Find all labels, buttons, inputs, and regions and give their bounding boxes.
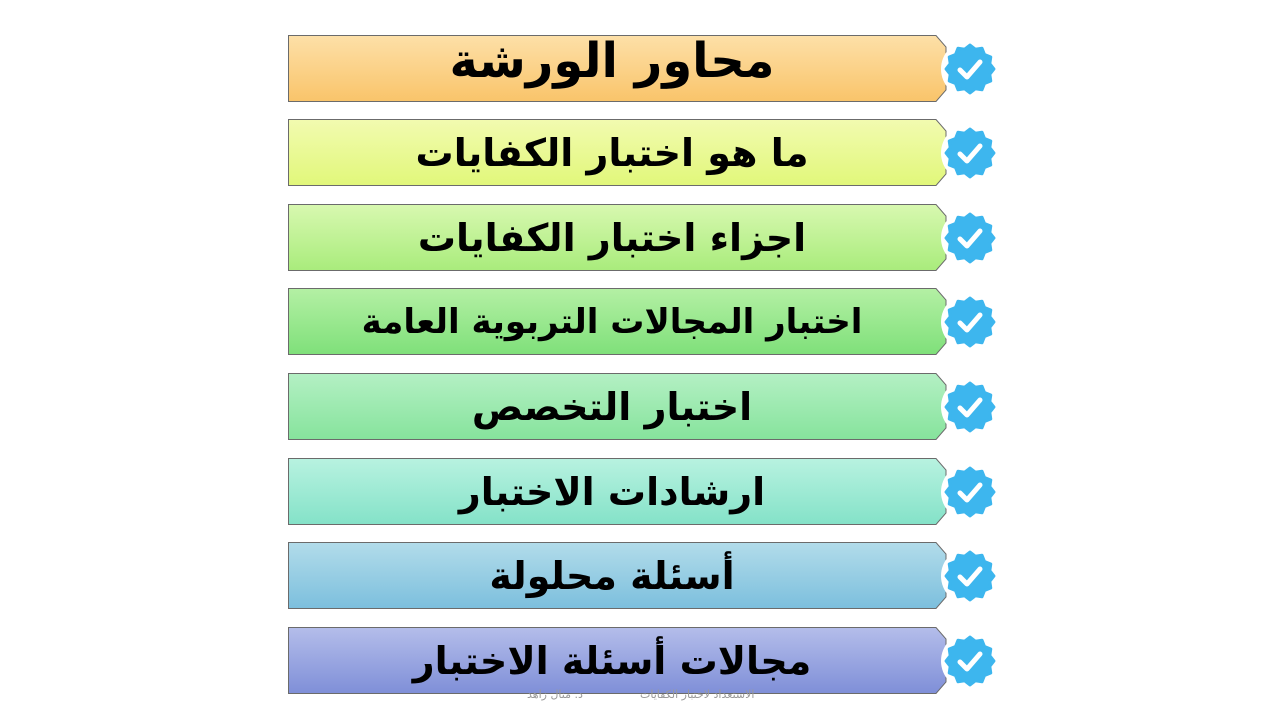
item-general-fields-label: اختبار المجالات التربوية العامة <box>361 301 863 342</box>
item-question-fields-row[interactable] <box>288 627 1000 694</box>
title-workshop-axes-label: محاور الورشة <box>449 33 775 89</box>
item-test-parts-label: اجزاء اختبار الكفايات <box>417 215 807 260</box>
footer-title: الاستعداد لاختبار الكفايات <box>640 688 755 701</box>
item-specialization-row[interactable] <box>288 373 1000 440</box>
verified-check-badge-icon <box>940 631 1000 691</box>
item-specialization-label: اختبار التخصص <box>471 384 753 429</box>
title-workshop-axes-row[interactable] <box>288 35 1000 102</box>
slide-footer <box>0 688 1280 704</box>
verified-check-badge-icon <box>940 208 1000 268</box>
item-general-fields-row[interactable] <box>288 288 1000 355</box>
item-instructions-row[interactable] <box>288 458 1000 525</box>
verified-check-badge-icon <box>940 123 1000 183</box>
verified-check-badge-icon <box>940 377 1000 437</box>
verified-check-badge-icon <box>940 462 1000 522</box>
verified-check-badge-icon <box>940 39 1000 99</box>
verified-check-badge-icon <box>940 292 1000 352</box>
footer-author: د. منال زاهد <box>527 688 583 701</box>
item-solved-questions-label: أسئلة محلولة <box>489 553 735 598</box>
item-question-fields-label: مجالات أسئلة الاختبار <box>412 638 812 683</box>
item-test-parts-row[interactable] <box>288 204 1000 271</box>
item-what-is-test-row[interactable] <box>288 119 1000 186</box>
item-solved-questions-row[interactable] <box>288 542 1000 609</box>
item-instructions-label: ارشادات الاختبار <box>458 469 766 514</box>
verified-check-badge-icon <box>940 546 1000 606</box>
item-what-is-test-label: ما هو اختبار الكفايات <box>415 130 809 175</box>
